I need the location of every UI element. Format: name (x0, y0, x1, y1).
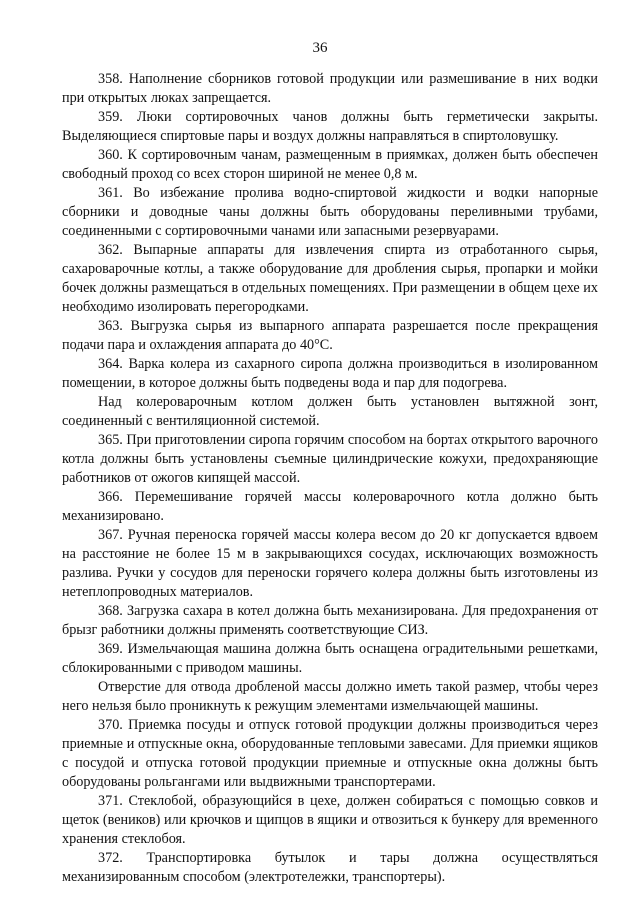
paragraph-369-continued: Отверстие для отвода дробленой массы должно иметь такой размер, чтобы через него нельзя было проникнуть к режущим элементами измельчающей машины. (62, 679, 598, 714)
paragraph-364-continued: Над колероварочным котлом должен быть установлен вытяжной зонт, соединенный с вентиляционной системой. (62, 394, 598, 429)
paragraph-358: 358. Наполнение сборников готовой продукции или размешивание в них водки при открытых люках запрещается. (62, 71, 598, 106)
paragraph-362: 362. Выпарные аппараты для извлечения спирта из отработанного сырья, сахароварочные котлы, а также оборудование для дробления сырья, пропарки и мойки бочек должны размещаться в отдельных помещениях. При размещении в общем цехе их необходимо изолировать перегородками. (62, 242, 598, 315)
paragraph-370: 370. Приемка посуды и отпуск готовой продукции должны производиться через приемные и отпускные окна, оборудованные тепловыми завесами. Для приемки ящиков с посудой и отпуска готовой продукции приемные и отпускные окна должны быть оборудованы рольгангами или выдвижными транспортерами. (62, 717, 598, 790)
paragraph-365: 365. При приготовлении сиропа горячим способом на бортах открытого варочного котла должны быть установлены съемные цилиндрические кожухи, предохраняющие работников от ожогов кипящей массой. (62, 432, 598, 486)
paragraph-368: 368. Загрузка сахара в котел должна быть механизирована. Для предохранения от брызг работники должны применять соответствующие СИЗ. (62, 603, 598, 638)
page-number: 36 (312, 40, 328, 56)
paragraph-363: 363. Выгрузка сырья из выпарного аппарата разрешается после прекращения подачи пара и охлаждения аппарата до 40°С. (62, 318, 598, 353)
paragraph-360: 360. К сортировочным чанам, размещенным в приямках, должен быть обеспечен свободный проход со всех сторон шириной не менее 0,8 м. (62, 147, 598, 182)
paragraph-361: 361. Во избежание пролива водно-спиртовой жидкости и водки напорные сборники и доводные чаны должны быть оборудованы переливными трубами, соединенными с сортировочными чанами или запасными резервуарами. (62, 185, 598, 239)
paragraph-364: 364. Варка колера из сахарного сиропа должна производиться в изолированном помещении, в которое должны быть подведены вода и пар для подогрева. (62, 356, 598, 391)
paragraph-359: 359. Люки сортировочных чанов должны быть герметически закрыты. Выделяющиеся спиртовые пары и воздух должны направляться в спиртоловушку. (62, 109, 598, 144)
document-body (62, 70, 598, 887)
paragraph-372: 372. Транспортировка бутылок и тары должна осуществляться механизированным способом (электротележки, транспортеры). (62, 850, 598, 885)
paragraph-367: 367. Ручная переноска горячей массы колера весом до 20 кг допускается вдвоем на расстояние не более 15 м в закрывающихся сосудах, исключающих возможность разлива. Ручки у сосудов для переноски горячего колера должны быть изготовлены из нетеплопроводных материалов. (62, 527, 598, 600)
paragraph-366: 366. Перемешивание горячей массы колероварочного котла должно быть механизировано. (62, 489, 598, 524)
paragraph-369: 369. Измельчающая машина должна быть оснащена оградительными решетками, сблокированными с приводом машины. (62, 641, 598, 676)
paragraph-371: 371. Стеклобой, образующийся в цехе, должен собираться с помощью совков и щеток (веников) или крючков и щипцов в ящики и отвозиться к бункеру для временного хранения стеклобоя. (62, 793, 598, 847)
